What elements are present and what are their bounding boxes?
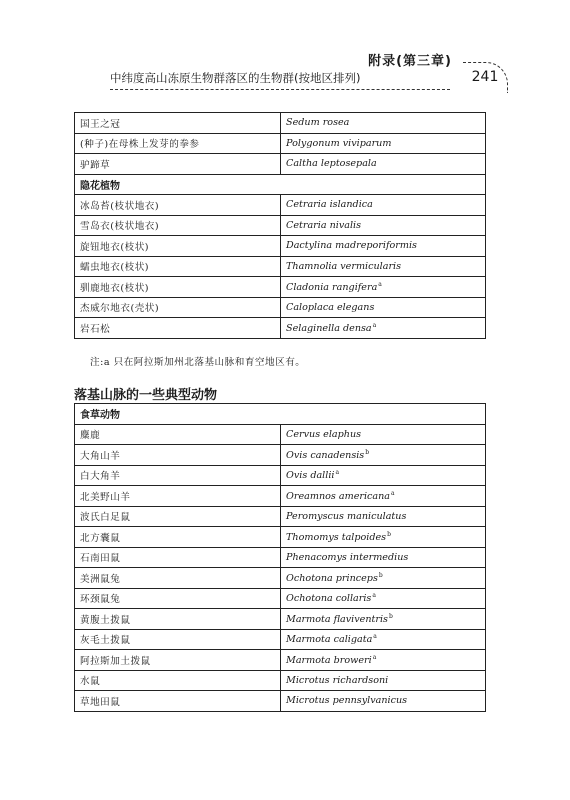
scientific-name: Cladonia rangifera — [286, 281, 378, 293]
scientific-name-cell — [281, 506, 486, 527]
table-row — [75, 568, 486, 589]
scientific-name: Polygonum viviparum — [286, 137, 392, 149]
table-row — [75, 215, 486, 236]
common-name: 杰威尔地衣(壳状) — [75, 297, 281, 318]
scientific-name-cell — [281, 547, 486, 568]
footnote-mark: a — [335, 469, 340, 477]
common-name: 旋钮地衣(枝状) — [75, 236, 281, 257]
footnote-mark: a — [391, 489, 395, 497]
running-title: 中纬度高山冻原生物群落区的生物群(按地区排列) — [110, 70, 450, 90]
footnote-mark: a — [372, 653, 377, 661]
common-name: 白大角羊 — [75, 465, 281, 486]
common-name: 大角山羊 — [75, 445, 281, 466]
section-row — [75, 404, 486, 425]
table-row — [75, 297, 486, 318]
footnote-mark: b — [387, 530, 391, 538]
table-row — [75, 629, 486, 650]
scientific-name: Cetraria islandica — [286, 199, 373, 211]
common-name: 岩石松 — [75, 318, 281, 339]
scientific-name: Microtus richardsoni — [286, 674, 389, 686]
scientific-name: Cervus elaphus — [286, 428, 362, 440]
table-row — [75, 445, 486, 466]
scientific-name: Phenacomys intermedius — [286, 551, 409, 563]
scientific-name-cell — [281, 670, 486, 691]
scientific-name: Cetraria nivalis — [286, 219, 362, 231]
scientific-name-cell — [281, 486, 486, 507]
table-row — [75, 154, 486, 175]
scientific-name-cell — [281, 650, 486, 671]
scientific-name: Microtus pennsylvanicus — [286, 695, 408, 707]
section-label: 食草动物 — [75, 404, 486, 425]
table-row — [75, 486, 486, 507]
section-label: 隐花植物 — [75, 174, 486, 195]
common-name: 美洲鼠兔 — [75, 568, 281, 589]
scientific-name-cell — [281, 568, 486, 589]
scientific-name: Caltha leptosepala — [286, 158, 377, 170]
scientific-name-cell — [281, 691, 486, 712]
table-row — [75, 527, 486, 548]
scientific-name-cell — [281, 133, 486, 154]
scientific-name-cell — [281, 154, 486, 175]
scientific-name-cell — [281, 256, 486, 277]
common-name: 水鼠 — [75, 670, 281, 691]
footnote-mark: b — [378, 571, 383, 579]
scientific-name: Ochotona collaris — [286, 593, 372, 605]
common-name: 北方囊鼠 — [75, 527, 281, 548]
common-name: 北美野山羊 — [75, 486, 281, 507]
common-name: 冰岛苔(枝状地衣) — [75, 195, 281, 216]
scientific-name-cell — [281, 527, 486, 548]
scientific-name-cell — [281, 609, 486, 630]
common-name: 阿拉斯加土拨鼠 — [75, 650, 281, 671]
footnote-mark: b — [388, 612, 393, 620]
scientific-name-cell — [281, 629, 486, 650]
scientific-name-cell — [281, 215, 486, 236]
plants-table — [74, 112, 486, 339]
scientific-name: Ochotona princeps — [286, 572, 378, 584]
common-name: 草地田鼠 — [75, 691, 281, 712]
scientific-name: Marmota caligata — [286, 634, 373, 646]
table-row — [75, 318, 486, 339]
section-heading-animals: 落基山脉的一些典型动物 — [74, 388, 218, 403]
table-row — [75, 236, 486, 257]
common-name: 波氏白足鼠 — [75, 506, 281, 527]
table-row — [75, 465, 486, 486]
common-name: 麋鹿 — [75, 424, 281, 445]
common-name: (种子)在母株上发芽的拳参 — [75, 133, 281, 154]
table-row — [75, 609, 486, 630]
common-name: 灰毛土拨鼠 — [75, 629, 281, 650]
scientific-name: Thomomys talpoides — [286, 531, 387, 543]
section-row — [75, 174, 486, 195]
scientific-name-cell — [281, 318, 486, 339]
table-row — [75, 133, 486, 154]
scientific-name: Ovis canadensis — [286, 449, 365, 461]
table-row — [75, 588, 486, 609]
footnote-mark: a — [372, 321, 377, 329]
scientific-name-cell — [281, 445, 486, 466]
table-row — [75, 650, 486, 671]
table-row — [75, 277, 486, 298]
page-number: 241 — [463, 62, 508, 93]
scientific-name: Marmota broweri — [286, 654, 372, 666]
table-row — [75, 506, 486, 527]
common-name: 环颈鼠兔 — [75, 588, 281, 609]
scientific-name-cell — [281, 465, 486, 486]
common-name: 石南田鼠 — [75, 547, 281, 568]
common-name: 驯鹿地衣(枝状) — [75, 277, 281, 298]
table-row — [75, 424, 486, 445]
scientific-name: Caloplaca elegans — [286, 301, 375, 313]
scientific-name-cell — [281, 236, 486, 257]
common-name: 驴蹄草 — [75, 154, 281, 175]
scientific-name-cell — [281, 297, 486, 318]
scientific-name: Ovis dallii — [286, 470, 335, 482]
common-name: 雪岛衣(枝状地衣) — [75, 215, 281, 236]
common-name: 黄腹土拨鼠 — [75, 609, 281, 630]
footnote-mark: a — [373, 633, 377, 641]
scientific-name-cell — [281, 588, 486, 609]
table-row — [75, 256, 486, 277]
scientific-name: Thamnolia vermicularis — [286, 260, 402, 272]
scientific-name: Selaginella densa — [286, 322, 372, 334]
table-row — [75, 547, 486, 568]
scientific-name: Peromyscus maniculatus — [286, 510, 407, 522]
appendix-title: 附录(第三章) — [368, 54, 452, 69]
scientific-name: Sedum rosea — [286, 117, 350, 129]
scientific-name: Dactylina madreporiformis — [286, 240, 417, 252]
scientific-name: Marmota flaviventris — [286, 613, 388, 625]
scientific-name-cell — [281, 277, 486, 298]
table-row — [75, 113, 486, 134]
animals-table — [74, 403, 486, 712]
scientific-name-cell — [281, 424, 486, 445]
footnote-mark: a — [372, 592, 376, 600]
common-name: 国王之冠 — [75, 113, 281, 134]
scientific-name-cell — [281, 195, 486, 216]
common-name: 蠕虫地衣(枝状) — [75, 256, 281, 277]
footnote-mark: b — [365, 448, 370, 456]
scientific-name: Oreamnos americana — [286, 490, 391, 502]
footnote: 注:a 只在阿拉斯加州北落基山脉和育空地区有。 — [90, 357, 306, 368]
table-row — [75, 691, 486, 712]
table-row — [75, 195, 486, 216]
footnote-mark: a — [378, 280, 382, 288]
page-header — [0, 0, 570, 110]
table-row — [75, 670, 486, 691]
scientific-name-cell — [281, 113, 486, 134]
